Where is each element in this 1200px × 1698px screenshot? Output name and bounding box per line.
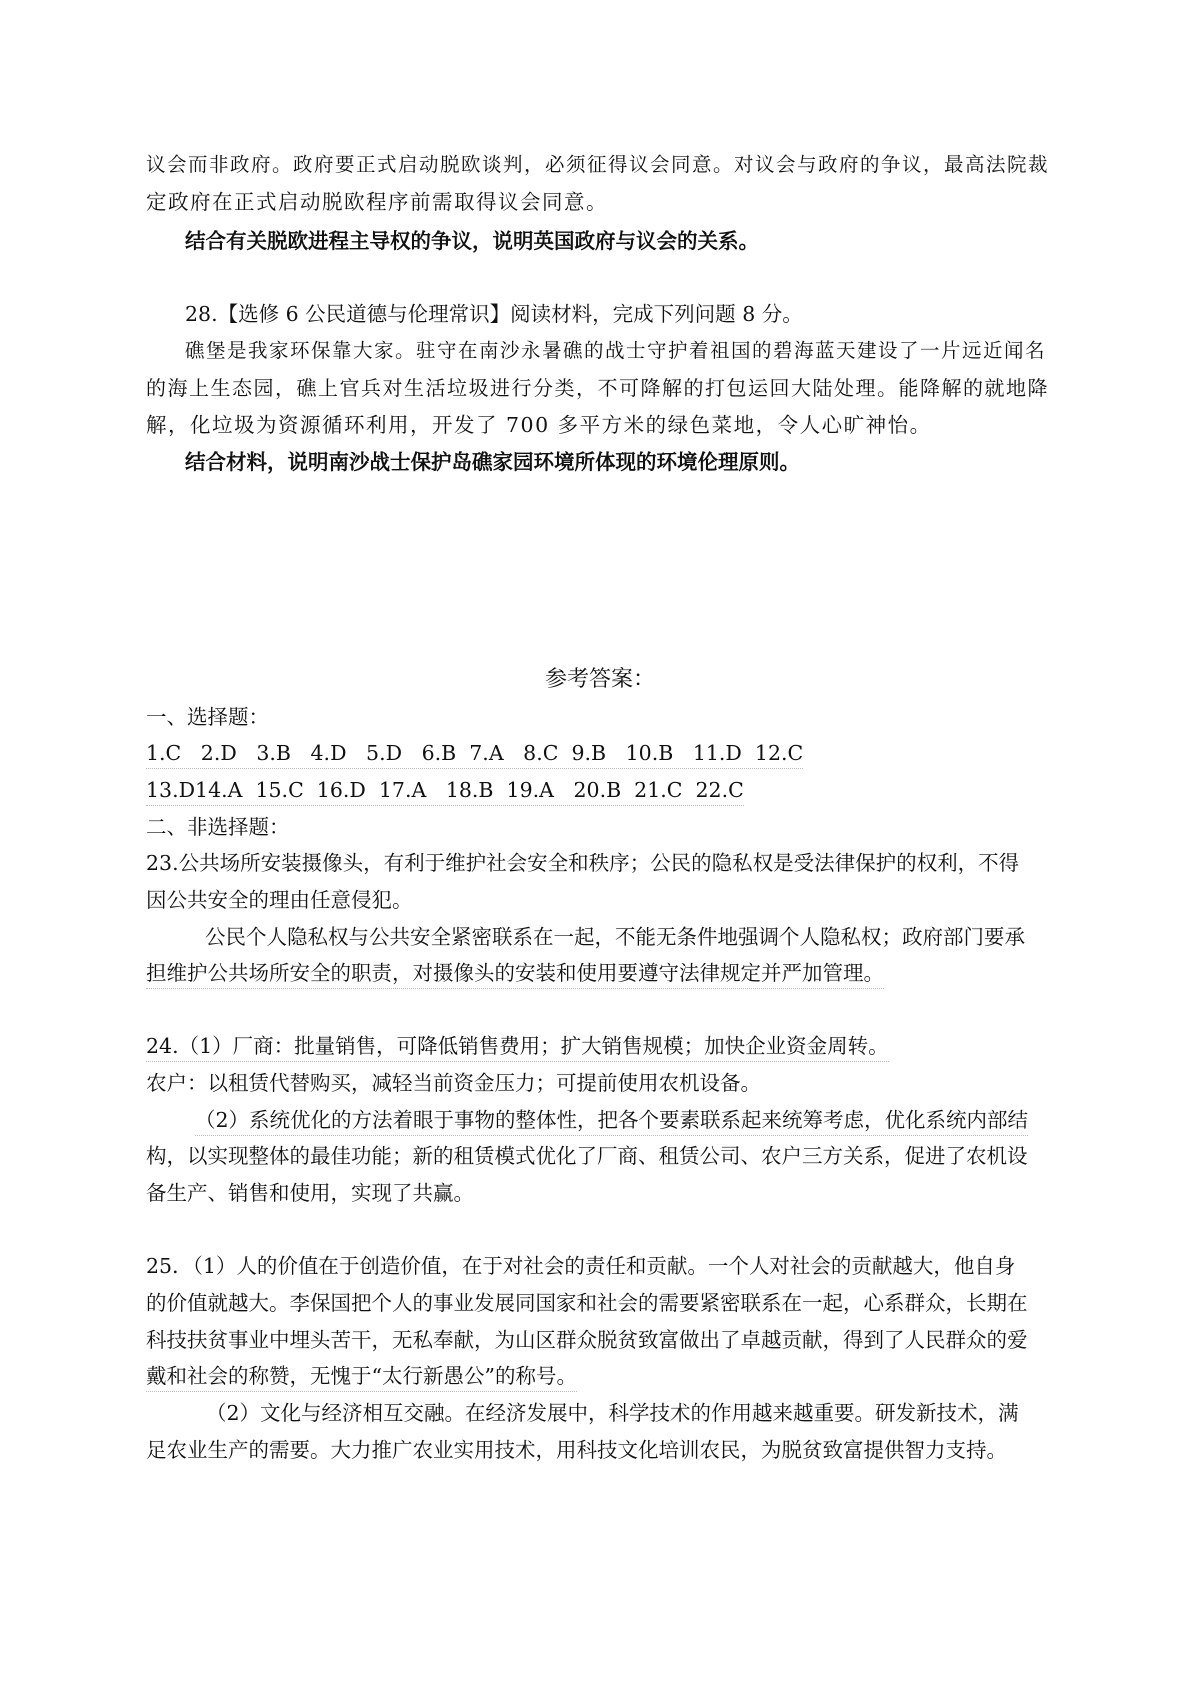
q27-text-line: 议会而非政府。政府要正式启动脱欧谈判，必须征得议会同意。对议会与政府的争议，最高法院裁 (146, 153, 1050, 176)
nonchoice-heading: 二、非选择题： (146, 815, 290, 839)
answer-25-line: 科技扶贫事业中埋头苦干，无私奉献，为山区群众脱贫致富做出了卓越贡献，得到了人民群众的爱 (146, 1328, 1028, 1352)
answer-24-line: 农户：以租赁代替购买，减轻当前资金压力；可提前使用农机设备。 (146, 1071, 761, 1095)
q27-task: 结合有关脱欧进程主导权的争议，说明英国政府与议会的关系。 (185, 229, 759, 253)
q28-task: 结合材料，说明南沙战士保护岛礁家园环境所体现的环境伦理原则。 (185, 450, 800, 474)
answer-23-line: 担维护公共场所安全的职责，对摄像头的安装和使用要遵守法律规定并严加管理。 (146, 958, 884, 989)
answer-24-line: 构，以实现整体的最佳功能；新的租赁模式优化了厂商、租赁公司、农户三方关系，促进了农机设 (146, 1144, 1028, 1168)
answer-24-line: 备生产、销售和使用，实现了共赢。 (146, 1181, 474, 1205)
choice-answers-row: 1.C 2.D 3.B 4.D 5.D 6.B 7.A 8.C 9.B 10.B 11.D 12.C (146, 738, 803, 769)
answer-24-line: （2）系统优化的方法着眼于事物的整体性，把各个要素联系起来统筹考虑，优化系统内部结 (195, 1105, 1028, 1136)
answer-23-line: 23.公共场所安装摄像头，有利于维护社会安全和秩序；公民的隐私权是受法律保护的权利，不得 (146, 851, 1020, 875)
answer-24-line: 24.（1）厂商：批量销售，可降低销售费用；扩大销售规模；加快企业资金周转。 (146, 1031, 889, 1062)
answer-25-line: （2）文化与经济相互交融。在经济发展中，科学技术的作用越来越重要。研发新技术，满 (206, 1401, 1019, 1425)
answer-25-line: 25．（1）人的价值在于创造价值，在于对社会的责任和贡献。一个人对社会的贡献越大，他自身 (146, 1254, 1016, 1278)
choice-heading: 一、选择题： (146, 705, 269, 729)
answer-25-line: 戴和社会的称赞，无愧于“太行新愚公”的称号。 (146, 1361, 577, 1392)
answer-25-line: 的价值就越大。李保国把个人的事业发展同国家和社会的需要紧密联系在一起，心系群众，长期在 (146, 1291, 1028, 1315)
answer-25-line: 足农业生产的需要。大力推广农业实用技术，用科技文化培训农民，为脱贫致富提供智力支持。 (146, 1438, 1007, 1462)
q28-text-line: 解，化垃圾为资源循环利用，开发了 700 多平方米的绿色菜地，令人心旷神怡。 (146, 413, 932, 437)
answers-title: 参考答案： (544, 667, 655, 692)
q28-header: 28.【选修 6 公民道德与伦理常识】阅读材料，完成下列问题 8 分。 (185, 302, 803, 326)
q28-text-line: 礁堡是我家环保靠大家。驻守在南沙永暑礁的战士守护着祖国的碧海蓝天建设了一片远近闻名 (185, 339, 1047, 362)
answer-23-line: 公民个人隐私权与公共安全紧密联系在一起，不能无条件地强调个人隐私权；政府部门要承 (205, 925, 1025, 949)
q27-text-line: 定政府在正式启动脱欧程序前需取得议会同意。 (146, 190, 608, 214)
q28-text-line: 的海上生态园，礁上官兵对生活垃圾进行分类，不可降解的打包运回大陆处理。能降解的就地降 (146, 376, 1049, 400)
choice-answers-row: 13.D14.A 15.C 16.D 17.A 18.B 19.A 20.B 21.C 22.C (146, 775, 744, 806)
answer-23-line: 因公共安全的理由任意侵犯。 (146, 888, 413, 912)
